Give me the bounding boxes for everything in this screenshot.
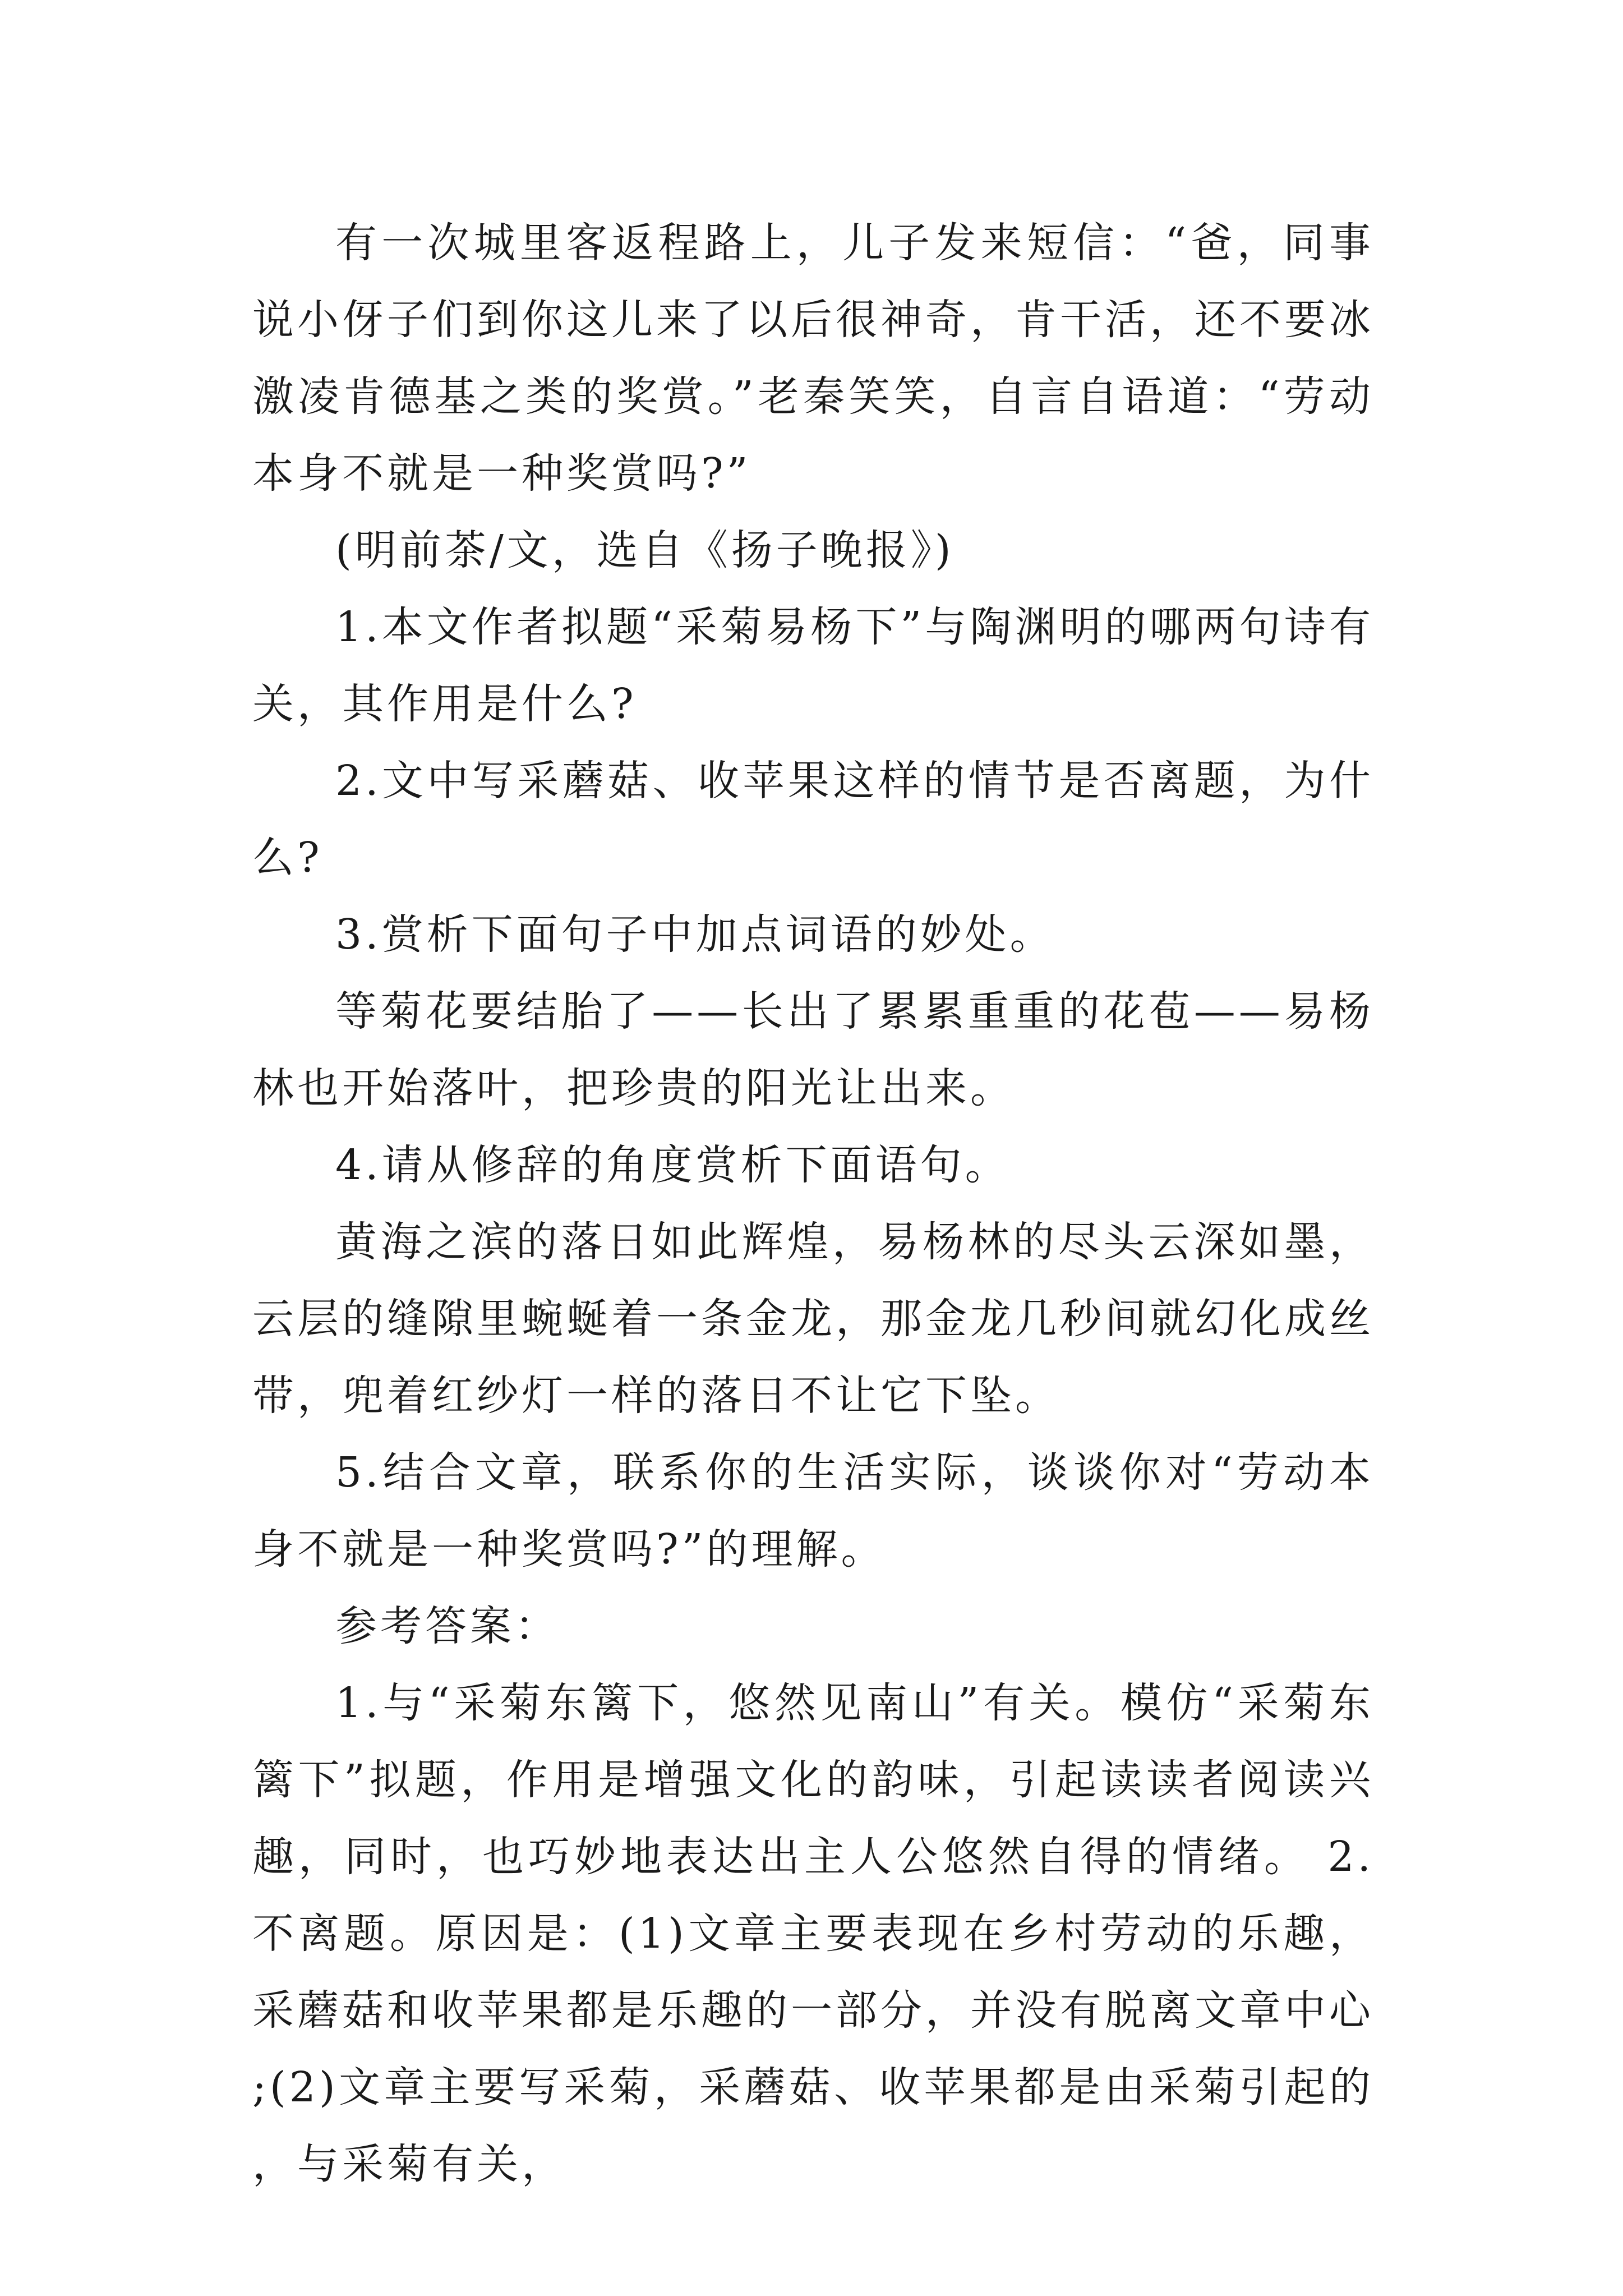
answer-heading: 参考答案：	[335, 1602, 560, 1650]
source-attribution: (明前茶/文，选自《扬子晚报》)	[335, 526, 955, 574]
question-3: 3.赏析下面句子中加点词语的妙处。	[335, 910, 1055, 959]
question-5: 5.结合文章，联系你的生活实际，谈谈你对“劳动本身不就是一种奖赏吗?”的理解。	[252, 1448, 1374, 1573]
question-4: 4.请从修辞的角度赏析下面语句。	[335, 1141, 1010, 1189]
document-body	[252, 205, 1374, 2203]
question-2: 2.文中写采蘑菇、收苹果这样的情节是否离题，为什么?	[252, 757, 1374, 882]
answer-text: 1.与“采菊东篱下，悠然见南山”有关。模仿“采菊东篱下”拟题，作用是增强文化的韵味，引起读读者阅读兴趣，同时，也巧妙地表达出主人公悠然自得的情绪。 2.不离题。原因是：(1)文章主要表现在乡村劳动的乐趣，采蘑菇和收苹果都是乐趣的一部分，并没有脱离文章中心;(2)文章主要写采菊，采蘑菇、收苹果都是由采菊引起的，与采菊有关，	[252, 1679, 1374, 2188]
question-1: 1.本文作者拟题“采菊易杨下”与陶渊明的哪两句诗有关，其作用是什么?	[252, 603, 1374, 728]
question-3-quote: 等菊花要结胎了——长出了累累重重的花苞——易杨林也开始落叶，把珍贵的阳光让出来。	[252, 987, 1374, 1112]
story-ending-paragraph: 有一次城里客返程路上，儿子发来短信：“爸，同事说小伢子们到你这儿来了以后很神奇，肯干活，还不要冰激凌肯德基之类的奖赏。”老秦笑笑，自言自语道：“劳动本身不就是一种奖赏吗?”	[252, 219, 1374, 498]
question-4-quote: 黄海之滨的落日如此辉煌，易杨林的尽头云深如墨，云层的缝隙里蜿蜒着一条金龙，那金龙几秒间就幻化成丝带，兜着红纱灯一样的落日不让它下坠。	[252, 1218, 1374, 1420]
